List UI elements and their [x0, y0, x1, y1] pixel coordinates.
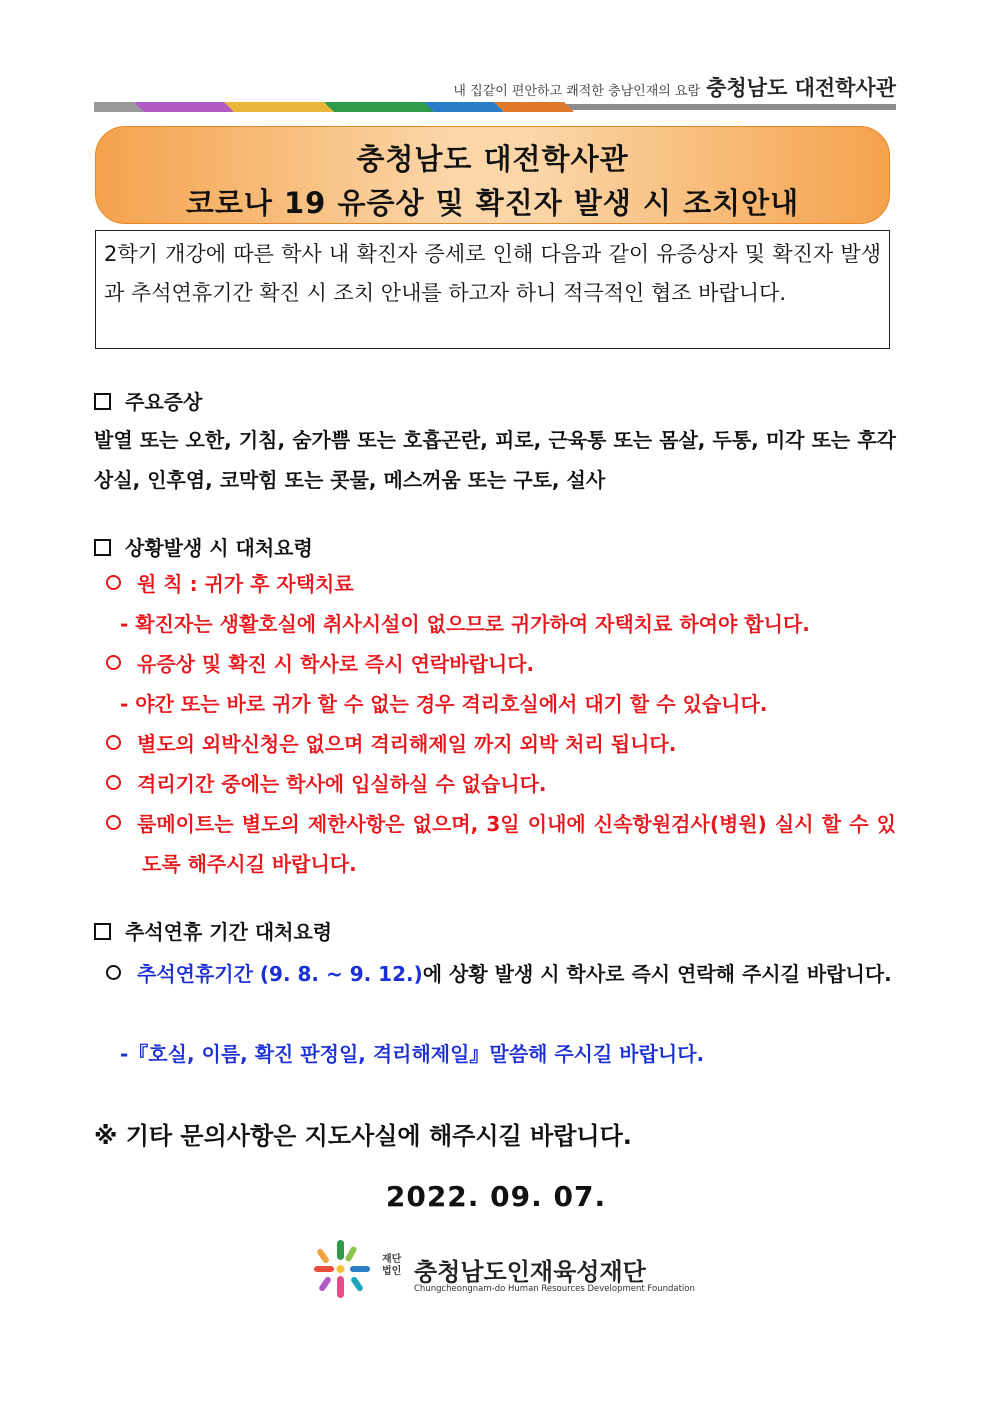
intro-box: 2학기 개강에 따른 학사 내 확진자 증세로 인해 다음과 같이 유증상자 및 확진자 발생과 추석연휴기간 확진 시 조치 안내를 하고자 하니 적극적인 협조 바랍니다.: [95, 230, 890, 349]
section-response-label: 상황발생 시 대처요령: [125, 536, 313, 560]
response-item-contact-text: 유증상 및 확진 시 학사로 즉시 연락바랍니다.: [137, 652, 535, 676]
header-slogan: 내 집같이 편안하고 쾌적한 충남인재의 요람: [453, 84, 701, 99]
section-holiday-title: [94, 916, 332, 945]
response-item-overnight-text: 별도의 외박신청은 없으며 격리해제일 까지 외박 처리 됩니다.: [137, 732, 677, 756]
foundation-name: 충청남도인재육성재단: [414, 1258, 646, 1286]
response-item-roommate: [106, 804, 896, 884]
small-label-1: 재단: [382, 1254, 402, 1265]
header-text: [453, 72, 896, 102]
holiday-item-text: 에 상황 발생 시 학사로 즉시 연락해 주시길 바랍니다.: [422, 962, 892, 986]
circle-bullet-icon: [106, 775, 121, 790]
response-item-overnight: [106, 724, 896, 764]
holiday-item: [106, 954, 896, 994]
title-line-1: 충청남도 대전학사관: [356, 142, 629, 176]
inquiry-notice: ※ 기타 문의사항은 지도사실에 해주시길 바랍니다.: [94, 1122, 632, 1150]
circle-bullet-icon: [106, 965, 121, 980]
checkbox-square-icon: [94, 393, 111, 410]
small-label-2: 법인: [382, 1266, 402, 1277]
section-holiday-label: 추석연휴 기간 대처요령: [125, 920, 333, 944]
holiday-period-text: 추석연휴기간 (9. 8. ~ 9. 12.): [137, 962, 423, 986]
title-line-2: 코로나 19 유증상 및 확진자 발생 시 조치안내: [185, 186, 800, 220]
header-color-bar: [94, 102, 896, 112]
title-box: [95, 126, 890, 224]
checkbox-square-icon: [94, 923, 111, 940]
response-item-principle: [106, 564, 896, 604]
section-symptoms-title: [94, 386, 202, 415]
response-item-isolation-text: 격리기간 중에는 학사에 입실하실 수 없습니다.: [137, 772, 547, 796]
foundation-logo: [312, 1238, 695, 1308]
section-symptoms-body: 발열 또는 오한, 기침, 숨가쁨 또는 호흡곤란, 피로, 근육통 또는 몸살, 두통, 미각 또는 후각 상실, 인후염, 코막힘 또는 콧물, 메스꺼움 또는 구토, 설사: [94, 428, 896, 492]
foundation-small-label: [382, 1254, 401, 1278]
checkbox-square-icon: [94, 539, 111, 556]
section-symptoms-label: 주요증상: [125, 390, 203, 414]
response-item-isolation: [106, 764, 896, 804]
holiday-sub: -『호실, 이름, 확진 판정일, 격리해제일』말씀해 주시길 바랍니다.: [120, 1042, 705, 1066]
document-header: [94, 66, 896, 114]
section-response-title: [94, 532, 313, 561]
circle-bullet-icon: [106, 575, 121, 590]
circle-bullet-icon: [106, 655, 121, 670]
document-date: 2022. 09. 07.: [385, 1180, 607, 1213]
response-item-contact: [106, 644, 896, 684]
response-item-principle-text: 원 칙 : 귀가 후 자택치료: [137, 572, 354, 596]
response-item-roommate-text: 룸메이트는 별도의 제한사항은 없으며, 3일 이내에 신속항원검사(병원) 실시 할 수 있도록 해주시길 바랍니다.: [137, 812, 896, 876]
foundation-logo-icon: [312, 1238, 372, 1302]
circle-bullet-icon: [106, 815, 121, 830]
foundation-name-en: Chungcheongnam-do Human Resources Development Foundation: [414, 1284, 695, 1294]
circle-bullet-icon: [106, 735, 121, 750]
response-sub-1: - 확진자는 생활호실에 취사시설이 없으므로 귀가하여 자택치료 하여야 합니다.: [120, 612, 810, 636]
header-org-name: 충청남도 대전학사관: [706, 76, 896, 100]
response-sub-2: - 야간 또는 바로 귀가 할 수 없는 경우 격리호실에서 대기 할 수 있습니다.: [120, 692, 768, 716]
